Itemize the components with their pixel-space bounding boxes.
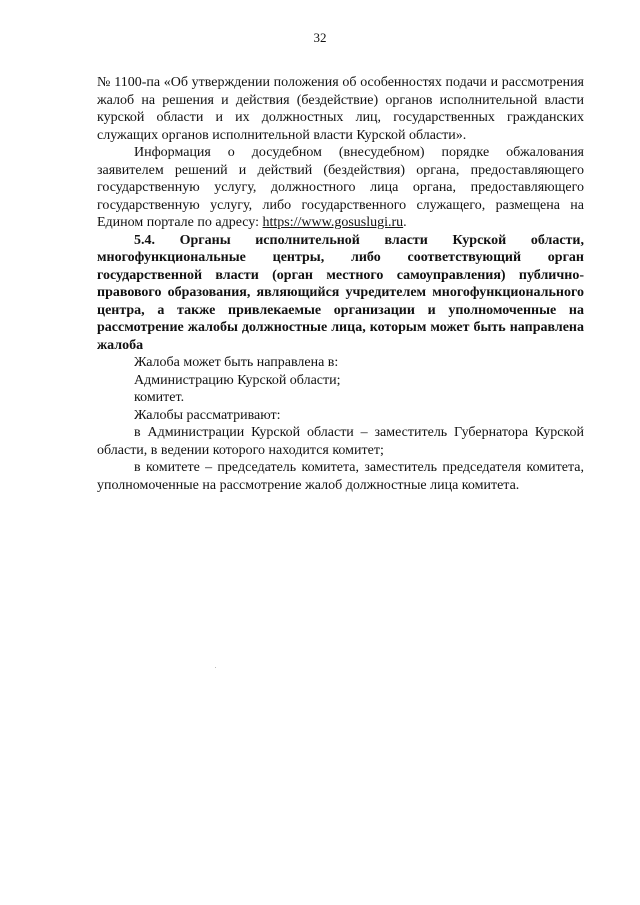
- appeal-information-end: .: [403, 215, 407, 230]
- paragraph-committee-officials: в комитете – председатель комитета, заместитель председателя комитета, уполномоченные на рассмотрение жалоб должностные лица комитета.: [97, 460, 584, 493]
- paragraph-administration: Администрацию Курской области;: [134, 372, 341, 388]
- gosuslugi-link[interactable]: https://www.gosuslugi.ru: [262, 215, 404, 230]
- paragraph-complaints-reviewed: Жалобы рассматривают:: [134, 407, 281, 423]
- paragraph-committee: комитет.: [134, 390, 185, 405]
- paragraph-regulation-reference: № 1100-па «Об утверждении положения об особенностях подачи и рассмотрения жалоб на решения и действия (бездействие) органов исполнительной власти курской области и их должностных лиц, государственных гражданских служащих органов исполнительной власти Курской области».: [97, 75, 584, 143]
- document-body: [97, 74, 584, 494]
- paragraph-complaint-directed: Жалоба может быть направлена в:: [134, 355, 339, 370]
- appeal-information-text: Информация о досудебном (внесудебном) порядке обжалования заявителем решений и действий (бездействия) органа, предоставляющего государственную услугу, должностного лица органа, предоставляющего государственную услугу, либо государственного служащего, размещена на Едином портале по адресу:: [97, 145, 584, 230]
- section-heading-5-4: 5.4. Органы исполнительной власти Курской области, многофункциональные центры, либо соответствующий орган государственной власти (орган местного самоуправления) публично-правового образования, являющийся учредителем многофункционального центра, а также привлекаемые организации и уполномоченные на рассмотрение жалобы должностные лица, которым может быть направлена жалоба: [97, 232, 584, 353]
- paragraph-deputy-governor: в Администрации Курской области – заместитель Губернатора Курской области, в ведении которого находится комитет;: [97, 425, 584, 458]
- scan-speck: [215, 667, 216, 668]
- page-number: 32: [313, 30, 327, 45]
- paragraph-appeal-information: [97, 144, 584, 232]
